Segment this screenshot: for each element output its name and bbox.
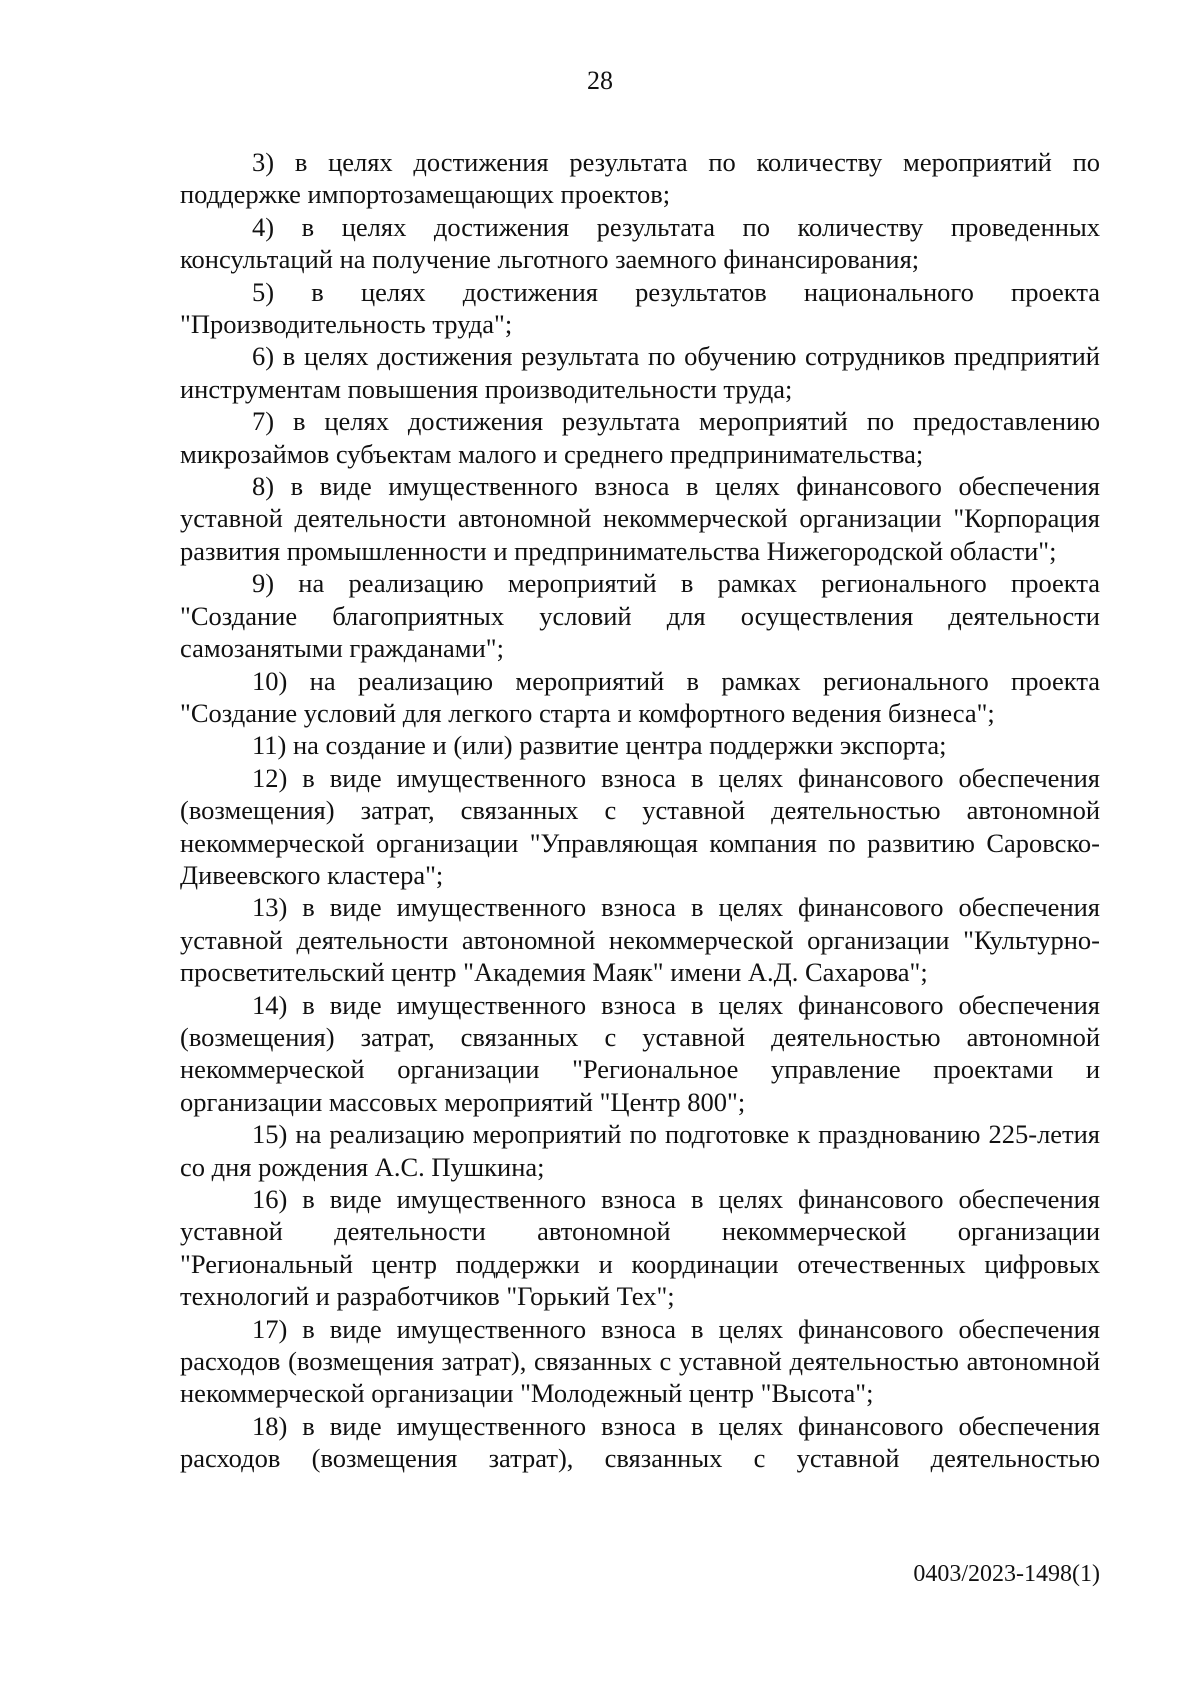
list-item: 8) в виде имущественного взноса в целях финансового обеспечения уставной деятельности автономной некоммерческой организации "Корпорация развития промышленности и предпринимательства Нижегородской области"; — [180, 471, 1100, 566]
list-item: 18) в виде имущественного взноса в целях финансового обеспечения расходов (возмещения затрат), связанных с уставной деятельностью — [180, 1410, 1100, 1474]
list-item: 7) в целях достижения результата мероприятий по предоставлению микрозаймов субъектам малого и среднего предпринимательства; — [180, 406, 1100, 469]
document-body — [180, 146, 1100, 1475]
list-item: 3) в целях достижения результата по количеству мероприятий по поддержке импортозамещающих проектов; — [180, 147, 1100, 210]
list-item: 5) в целях достижения результатов национального проекта "Производительность труда"; — [180, 276, 1100, 340]
list-item: 15) на реализацию мероприятий по подготовке к празднованию 225-летия со дня рождения А.С. Пушкина; — [180, 1119, 1100, 1182]
list-item: 11) на создание и (или) развитие центра поддержки экспорта; — [252, 730, 947, 761]
page-number: 28 — [587, 66, 613, 95]
list-item: 10) на реализацию мероприятий в рамках регионального проекта "Создание условий для легкого старта и комфортного ведения бизнеса"; — [180, 665, 1100, 728]
list-item: 17) в виде имущественного взноса в целях финансового обеспечения расходов (возмещения затрат), связанных с уставной деятельностью автономной некоммерческой организации "Молодежный центр "Высота"; — [180, 1313, 1100, 1409]
list-item: 16) в виде имущественного взноса в целях финансового обеспечения уставной деятельности автономной некоммерческой организации "Региональный центр поддержки и координации отечественных цифровых технологий и разработчиков "Горький Тех"; — [180, 1184, 1100, 1312]
list-item: 12) в виде имущественного взноса в целях финансового обеспечения (возмещения) затрат, связанных с уставной деятельностью автономной некоммерческой организации "Управляющая компания по развитию Саровско-Дивеевского кластера"; — [180, 762, 1100, 890]
list-item: 14) в виде имущественного взноса в целях финансового обеспечения (возмещения) затрат, связанных с уставной деятельностью автономной некоммерческой организации "Региональное управление проектами и организации массовых мероприятий "Центр 800"; — [180, 989, 1100, 1117]
list-item: 13) в виде имущественного взноса в целях финансового обеспечения уставной деятельности автономной некоммерческой организации "Культурно-просветительский центр "Академия Маяк" имени А.Д. Сахарова"; — [180, 892, 1100, 988]
list-item: 4) в целях достижения результата по количеству проведенных консультаций на получение льготного заемного финансирования; — [180, 211, 1100, 275]
list-item: 9) на реализацию мероприятий в рамках регионального проекта "Создание благоприятных условий для осуществления деятельности самозанятыми гражданами"; — [180, 568, 1100, 664]
list-item: 6) в целях достижения результата по обучению сотрудников предприятий инструментам повышения производительности труда; — [180, 341, 1100, 404]
document-code: 0403/2023-1498(1) — [913, 1561, 1100, 1587]
